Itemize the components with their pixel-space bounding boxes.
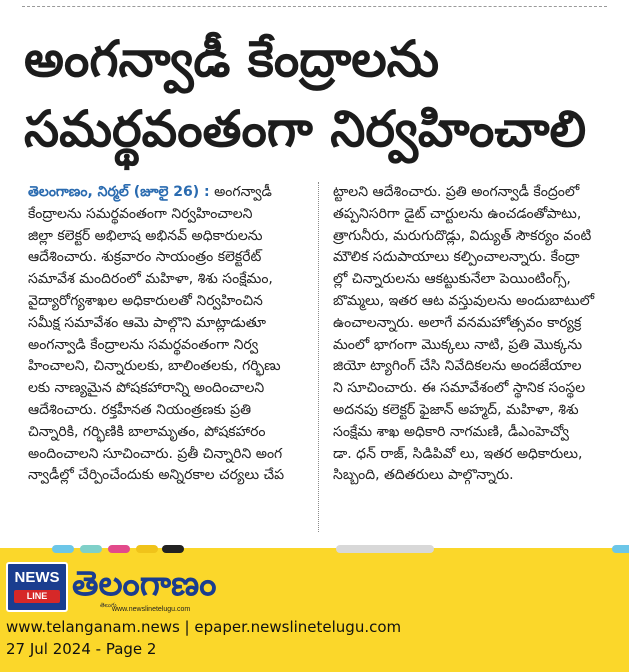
decor-dot <box>336 545 434 553</box>
article-line: బొమ్మలు, ఇతర ఆట వస్తువులను అందుబాటులో <box>333 292 595 309</box>
article-line: ఆదేశించారు. రక్తహీనత నియంత్రణకు ప్రతి <box>28 401 252 418</box>
article-line: హించాలని, చిన్నారులకు, బాలింతలకు, గర్భిణు <box>28 358 281 375</box>
article-line: సిబ్బంది, తదితరులు పాల్గొన్నారు. <box>333 467 514 484</box>
article-line: వైద్యారోగ్యశాఖల అధికారులతో నిర్వహించిన <box>28 292 263 309</box>
headline-line-1: అంగన్వాడీ కేంద్రాలను <box>24 30 440 88</box>
article-line: ల్లో చిన్నారులను ఆకట్టుకునేలా పెయింటింగ్స్, <box>333 271 571 288</box>
article-line: తప్పనిసరిగా డైట్ చార్టులను ఉంచడంతోపాటు, <box>333 205 582 222</box>
article-line: ఉంచాలన్నారు. అలాగే వనమహోత్సవం కార్యక్ర <box>333 314 582 331</box>
column-divider <box>318 182 319 532</box>
headline <box>24 24 609 164</box>
article-line: జిల్లా కలెక్టర్ అభిలాష అభినవ్ అధికారులను <box>28 227 263 244</box>
decor-dot <box>80 545 102 553</box>
article-line: సమావేశ మందిరంలో మహిళా, శిశు సంక్షేమం, <box>28 271 273 288</box>
newsline-logo <box>6 562 68 612</box>
masthead-url: www.newslinetelugu.com <box>112 606 191 613</box>
footer-date-page: 27 Jul 2024 - Page 2 <box>6 640 157 658</box>
article-line: కేంద్రాలను సమర్థవంతంగా నిర్వహించాలని <box>28 205 253 222</box>
top-divider <box>22 6 607 7</box>
article-line: మంలో భాగంగా మొక్కలు నాటి, ప్రతి మొక్కను <box>333 336 583 353</box>
article-line-1: తెలంగాణం, నిర్మల్ (జూలై 26) : అంగన్వాడీ <box>28 184 272 200</box>
dateline: తెలంగాణం, నిర్మల్ (జూలై 26) : <box>28 184 210 200</box>
decor-dot <box>136 545 158 553</box>
decor-dot <box>612 545 629 553</box>
article-line: సంక్షేమ శాఖ అధికారి నాగమణి, డీఎంహెచ్వో <box>333 423 569 440</box>
article-line: న్వాడీల్లో చేర్పించేందుకు అన్నిరకాల చర్యలు చేప <box>28 467 285 484</box>
article-line: ని సూచించారు. ఈ సమావేశంలో స్థానిక సంస్థల <box>333 380 586 397</box>
article-column-left <box>28 182 303 487</box>
article-line: జియో ట్యాగింగ్ చేసి నివేదికలను అందజేయాల <box>333 358 582 375</box>
article-line: ట్టాలని ఆదేశించారు. ప్రతి అంగన్వాడీ కేంద్రంలో <box>333 184 580 200</box>
article-line: చిన్నారికి, గర్భిణికి బాలామృతం, పోషకహారం <box>28 423 266 440</box>
footer-banner <box>0 548 629 672</box>
article-line: అంగన్వాడి కేంద్రాలను సమర్థవంతంగా నిర్వ <box>28 336 259 353</box>
masthead-tagline: తెలుగు <box>100 603 117 609</box>
headline-line-2: సమర్థవంతంగా నిర్వహించాలి <box>24 100 587 158</box>
logo-news-text: NEWS <box>14 569 60 586</box>
article-line: మౌలిక సదుపాయాలు కల్పించాలన్నారు. కేంద్రా <box>333 249 580 266</box>
decor-dot <box>52 545 74 553</box>
footer-links[interactable]: www.telanganam.news | epaper.newslinetelugu.com <box>6 618 402 636</box>
article-line: అదనపు కలెక్టర్ ఫైజాన్ అహ్మద్, మహిళా, శిశు <box>333 401 579 418</box>
article-column-right <box>333 182 613 487</box>
footer-decoration <box>0 548 629 556</box>
logo-line-text: LINE <box>14 590 60 603</box>
article-line: ఆదేశించారు. శుక్రవారం సాయంత్రం కలెక్టరేట్ <box>28 249 262 266</box>
article-line: త్రాగునీరు, మరుగుదొడ్లు, విద్యుత్ సౌకర్యం వంటి <box>333 227 592 244</box>
article-line: అందించాలని సూచించారు. ప్రతీ చిన్నారిని అంగ <box>28 445 283 462</box>
decor-dot <box>108 545 130 553</box>
article-line: డా. ధన్ రాజ్, సిడిపివో లు, ఇతర అధికారులు, <box>333 445 583 462</box>
article-line: లకు నాణ్యమైన పోషకహారాన్ని అందించాలని <box>28 380 265 397</box>
masthead-title: తెలంగాణం <box>72 564 217 604</box>
article-line: సమీక్ష సమావేశం ఆమె పాల్గొని మాట్లాడుతూ <box>28 314 266 331</box>
decor-dot <box>162 545 184 553</box>
